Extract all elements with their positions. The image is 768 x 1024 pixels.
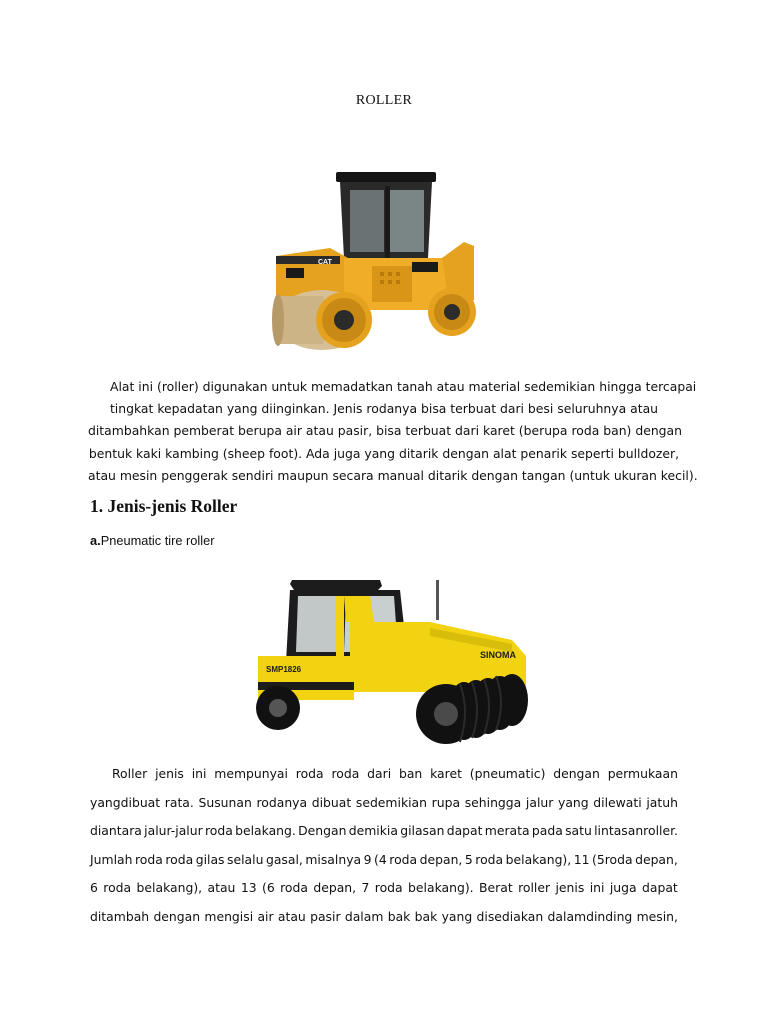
- body-word: misalnya: [305, 851, 362, 867]
- body-word: roda: [331, 766, 360, 781]
- body-line: [90, 760, 678, 789]
- body-word: belakang),: [136, 880, 203, 896]
- body-word: roller: [518, 880, 551, 896]
- body-word: rodanya: [256, 794, 308, 810]
- body-word: dapat: [642, 880, 678, 896]
- body-word: bak: [387, 908, 411, 924]
- body-word: merata: [484, 823, 530, 839]
- body-line: [90, 817, 678, 846]
- subsection-label: Pneumatic tire roller: [100, 533, 215, 548]
- body-word: yang: [441, 908, 473, 924]
- body-word: roda: [389, 851, 418, 867]
- body-word: atau: [277, 908, 306, 924]
- body-word: dengan: [553, 766, 600, 781]
- body-word: roda: [295, 766, 324, 781]
- body-word: 11: [573, 851, 590, 867]
- body-word: bak: [414, 908, 438, 924]
- body-word: dari: [367, 766, 392, 781]
- cat-logo-text: CAT: [318, 259, 332, 266]
- body-word: depan,: [635, 851, 678, 867]
- body-word: roda: [280, 880, 308, 896]
- body-word: Dengan: [298, 823, 347, 839]
- body-word: ini: [589, 880, 605, 896]
- body-word: lintasanroller.: [594, 823, 678, 839]
- body-word: satu: [565, 823, 592, 839]
- body-word: dalam: [344, 908, 384, 924]
- intro-line: atau mesin penggerak sendiri maupun secara manual ditarik dengan tangan (untuk ukuran kecil).: [88, 467, 698, 483]
- subsection-number: a.: [90, 533, 101, 548]
- body-word: 13: [240, 880, 257, 896]
- tandem-roller-image: [252, 160, 488, 360]
- body-word: dengan: [153, 908, 201, 924]
- body-word: mengisi: [204, 908, 254, 924]
- body-word: Susunan: [198, 794, 252, 810]
- body-word: sehingga: [464, 794, 522, 810]
- pneumatic-roller-paragraph: [90, 760, 678, 932]
- body-word: pasir: [310, 908, 341, 924]
- body-word: air: [257, 908, 274, 924]
- body-word: 5: [464, 851, 473, 867]
- body-word: Berat: [479, 880, 513, 896]
- model-label-text: SMP1826: [266, 665, 302, 674]
- body-line: [90, 789, 678, 818]
- page-title: ROLLER: [355, 93, 413, 108]
- body-word: mesin,: [636, 908, 678, 924]
- body-word: 6: [90, 880, 98, 896]
- body-word: roda: [103, 880, 132, 896]
- body-word: ban: [398, 766, 423, 781]
- body-word: jalur: [525, 794, 554, 810]
- pneumatic-roller-image: [250, 572, 540, 752]
- body-word: ini: [191, 766, 207, 781]
- body-word: pada: [531, 823, 563, 839]
- body-word: roda: [204, 823, 233, 839]
- subsection-heading: [90, 533, 214, 548]
- body-word: selalu: [227, 851, 264, 867]
- body-word: jenis: [555, 880, 585, 896]
- body-word: mempunyai: [214, 766, 288, 781]
- body-word: atau: [207, 880, 236, 896]
- body-word: disediakan: [476, 908, 544, 924]
- body-word: ditambah: [90, 908, 150, 924]
- body-word: roda: [374, 880, 403, 896]
- body-word: jatuh: [646, 794, 678, 810]
- intro-line: Alat ini (roller) digunakan untuk memadatkan tanah atau material sedemikian hingga tercapai: [110, 379, 697, 394]
- body-word: gilasan: [400, 823, 445, 839]
- body-word: belakang),: [505, 851, 572, 867]
- body-word: (4: [374, 851, 387, 867]
- body-word: dalamdinding: [547, 908, 633, 924]
- sinoma-logo-text: SINOMA: [480, 650, 516, 660]
- body-word: depan,: [419, 851, 463, 867]
- body-word: gasal,: [265, 851, 303, 867]
- body-word: roda: [134, 851, 163, 867]
- body-word: diantara: [90, 823, 142, 839]
- body-word: (pneumatic): [469, 766, 546, 781]
- intro-paragraph: [88, 376, 698, 487]
- body-word: juga: [609, 880, 637, 896]
- body-word: jalur-jalur: [144, 823, 203, 839]
- body-word: jenis: [155, 766, 184, 781]
- body-word: depan,: [313, 880, 357, 896]
- body-line: [90, 846, 678, 875]
- body-word: roda: [165, 851, 194, 867]
- body-word: karet: [430, 766, 462, 781]
- section-heading: 1. Jenis-jenis Roller: [90, 496, 238, 516]
- body-word: dapat: [446, 823, 483, 839]
- intro-line: bentuk kaki kambing (sheep foot). Ada juga yang ditarik dengan alat penarik seperti bulldozer,: [88, 445, 680, 461]
- body-word: belakang).: [408, 880, 474, 896]
- body-word: 7: [361, 880, 370, 896]
- body-word: dibuat: [311, 794, 352, 810]
- body-word: Roller: [112, 766, 148, 781]
- body-word: rupa: [431, 794, 461, 810]
- body-word: (6: [261, 880, 275, 896]
- intro-line: tingkat kepadatan yang diinginkan. Jenis rodanya bisa terbuat dari besi seluruhnya atau: [109, 401, 659, 417]
- body-word: roda: [475, 851, 504, 867]
- body-word: belakang.: [235, 823, 296, 839]
- body-word: sedemikian: [355, 794, 428, 810]
- intro-line: ditambahkan pemberat berupa air atau pasir, bisa terbuat dari karet (berupa roda ban) dengan: [88, 423, 682, 439]
- body-word: rata.: [164, 794, 194, 810]
- body-word: gilas: [195, 851, 225, 867]
- body-word: yangdibuat: [90, 794, 161, 810]
- body-word: 9: [363, 851, 372, 867]
- body-word: Jumlah: [90, 851, 133, 867]
- body-word: demikia: [348, 823, 398, 839]
- body-line: [90, 874, 678, 903]
- body-word: permukaan: [607, 766, 678, 781]
- body-word: dilewati: [593, 794, 642, 810]
- body-word: yang: [557, 794, 589, 810]
- body-line: [90, 903, 678, 932]
- body-word: (5roda: [592, 851, 633, 867]
